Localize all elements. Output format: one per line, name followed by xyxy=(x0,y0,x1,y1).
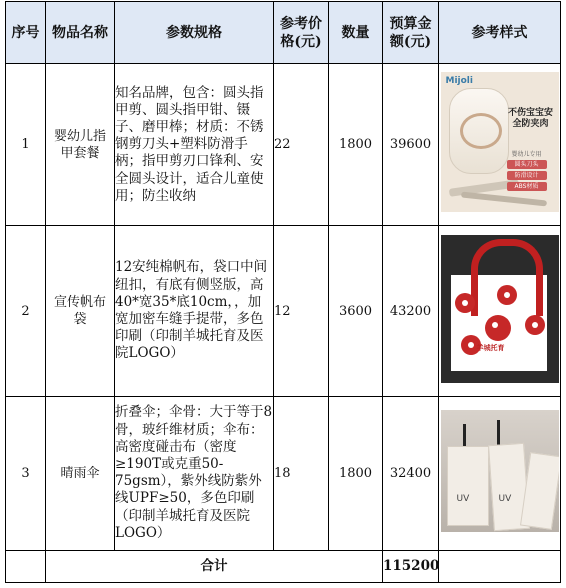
tote-bag-image xyxy=(441,235,559,383)
product-subline: 婴幼儿专用 xyxy=(511,151,542,159)
product-tag-3: ABS材质 xyxy=(507,182,547,191)
row-budget: 43200 xyxy=(383,226,439,396)
file-tool-shape xyxy=(460,192,546,207)
row-sample-cell xyxy=(439,64,561,226)
row-spec: 知名品牌，包含：圆头指甲剪、圆头指甲钳、镊子、磨甲棒；材质：不锈钢剪刀头+塑料防滑手柄；指甲剪刃口锋利、安全圆头设计，适合儿童使用；防尘收纳 xyxy=(115,64,274,226)
row-index: 3 xyxy=(6,396,46,550)
bag-logo-text: 羊城托育 xyxy=(476,343,505,352)
product-brand-text: Mijoli xyxy=(445,76,473,87)
flower-icon xyxy=(497,285,517,305)
box-label-uv: UV xyxy=(456,493,470,504)
row-qty: 1800 xyxy=(329,64,383,226)
row-item-name: 宣传帆布袋 xyxy=(46,226,115,396)
row-index: 1 xyxy=(6,64,46,226)
total-blank-cell xyxy=(6,550,46,582)
row-sample-cell xyxy=(439,226,561,396)
row-index: 2 xyxy=(6,226,46,396)
total-value: 115200 xyxy=(383,550,439,582)
flower-logo-icon xyxy=(485,315,511,341)
clipper-case-shape xyxy=(449,88,509,174)
product-tag-1: 圆头刀头 xyxy=(507,160,547,169)
header-budget: 预算金额(元) xyxy=(383,2,439,64)
row-price: 18 xyxy=(274,396,329,550)
row-budget: 32400 xyxy=(383,396,439,550)
header-price: 参考价格(元) xyxy=(274,2,329,64)
header-qty: 数量 xyxy=(329,2,383,64)
table-row xyxy=(6,64,561,226)
total-row xyxy=(6,550,561,582)
header-index: 序号 xyxy=(6,2,46,64)
nail-clipper-set-image xyxy=(441,72,559,212)
row-spec: 折叠伞；伞骨：大于等于8骨，玻纤维材质；伞布：高密度碰击布（密度≥190T或克重50-75gsm），紫外线防紫外线UPF≥50，多色印刷（印制羊城托育及医院LOGO） xyxy=(115,396,274,550)
row-price: 22 xyxy=(274,64,329,226)
total-blank-cell xyxy=(439,550,561,582)
row-price: 12 xyxy=(274,226,329,396)
flower-icon xyxy=(525,315,545,335)
umbrella-image xyxy=(441,410,559,532)
procurement-table xyxy=(5,1,561,583)
row-sample-cell xyxy=(439,396,561,550)
row-spec: 12安纯棉帆布，袋口中间纽扣，有底有侧竖版，高40*宽35*底10cm，，加宽加密车缝手提带，多色印刷（印制羊城托育及医院LOGO） xyxy=(115,226,274,396)
umbrella-box-shape xyxy=(447,446,489,526)
product-headline: 不伤宝宝安全防夹肉 xyxy=(507,108,553,130)
flower-icon xyxy=(455,293,475,313)
header-spec: 参数规格 xyxy=(115,2,274,64)
table-row xyxy=(6,396,561,550)
row-item-name: 晴雨伞 xyxy=(46,396,115,550)
header-name: 物品名称 xyxy=(46,2,115,64)
header-sample: 参考样式 xyxy=(439,2,561,64)
total-label: 合计 xyxy=(46,550,383,582)
header-row xyxy=(6,2,561,64)
row-qty: 1800 xyxy=(329,396,383,550)
box-label-uv: UV xyxy=(498,493,512,504)
row-item-name: 婴幼儿指甲套餐 xyxy=(46,64,115,226)
row-budget: 39600 xyxy=(383,64,439,226)
product-tag-2: 防滑设计 xyxy=(507,171,547,180)
row-qty: 3600 xyxy=(329,226,383,396)
table-row xyxy=(6,226,561,396)
